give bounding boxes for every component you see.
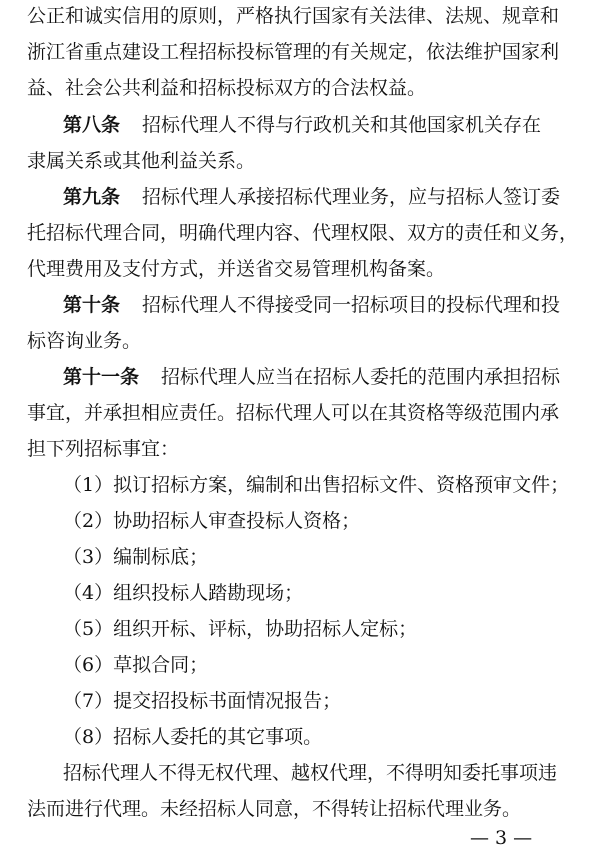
list-item: （2）协助招标人审查投标人资格； [63,510,361,532]
article-9-label: 第九条 [63,186,121,208]
article-11-text: 招标代理人应当在招标人委托的范围内承担招标 [161,366,561,388]
text-line: 代理费用及支付方式，并送省交易管理机构备案。 [27,258,446,280]
text-line: 法而进行代理。未经招标人同意，不得转让招标代理业务。 [27,798,522,820]
list-item: （1）拟订招标方案，编制和出售招标文件、资格预审文件； [63,474,570,496]
list-item: （5）组织开标、评标，协助招标人定标； [63,618,418,640]
list-item: （8）招标人委托的其它事项。 [63,726,323,748]
article-8-text: 招标代理人不得与行政机关和其他国家机关存在 [142,114,542,136]
article-9-text: 招标代理人承接招标代理业务，应与招标人签订委 [142,186,561,208]
list-item: （3）编制标底； [63,546,209,568]
text-line: 标咨询业务。 [27,330,142,352]
article-11-line [63,365,593,389]
article-8-label: 第八条 [63,114,121,136]
article-8-line [63,113,593,137]
article-10-label: 第十条 [63,294,121,316]
text-line: 托招标代理合同，明确代理内容、代理权限、双方的责任和义务， [27,222,579,244]
article-10-text: 招标代理人不得接受同一招标项目的投标代理和投 [142,294,561,316]
article-10-line [63,293,593,317]
text-line: 益、社会公共利益和招标投标双方的合法权益。 [27,77,427,99]
article-9-line [63,185,593,209]
text-line: 公正和诚实信用的原则，严格执行国家有关法律、法规、规章和 [27,5,560,27]
list-item: （7）提交招投标书面情况报告； [63,690,342,712]
text-line: 招标代理人不得无权代理、越权代理，不得明知委托事项违 [63,762,558,784]
text-line: 担下列招标事宜： [27,438,180,460]
page-number: — 3 — [470,827,533,849]
text-line: 浙江省重点建设工程招标投标管理的有关规定，依法维护国家利 [27,41,560,63]
list-item: （6）草拟合同； [63,654,209,676]
text-line: 隶属关系或其他利益关系。 [27,150,256,172]
article-11-label: 第十一条 [63,366,140,388]
list-item: （4）组织投标人踏勘现场； [63,582,304,604]
text-line: 事宜，并承担相应责任。招标代理人可以在其资格等级范围内承 [27,402,560,424]
